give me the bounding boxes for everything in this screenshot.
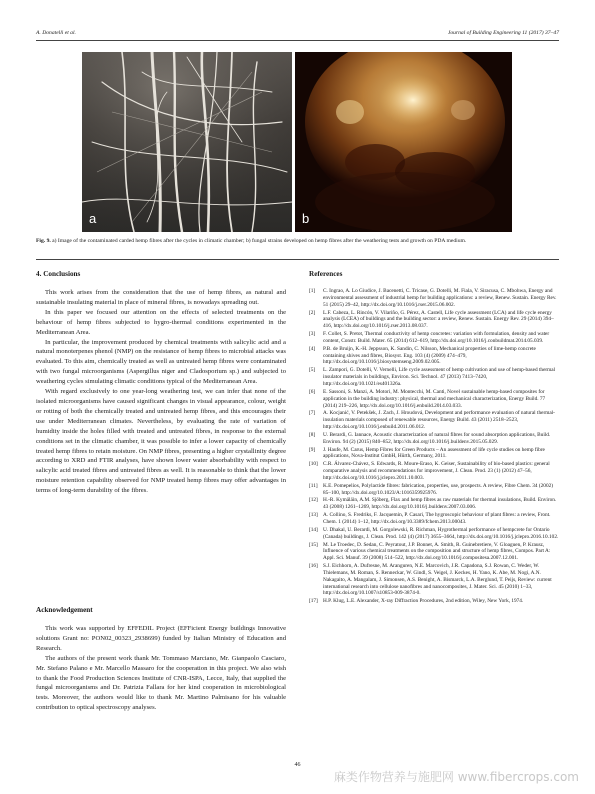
page-number: 46 <box>294 762 301 768</box>
reference-item <box>309 346 559 367</box>
reference-item <box>309 512 559 526</box>
reference-number: [11] <box>309 482 318 489</box>
reference-text: E. Sassoni, S. Manzi, A. Motori, M. Montecchi, M. Canti, Novel sustainable hemp-based composites for application in the building industry: physical, thermal and mechanical characterization, Energy Build. 77 (2014) 219–226, http://dx.doi.org/10.1016/j.enbuild.2014.03.033. <box>323 388 546 409</box>
reference-number: [5] <box>309 367 316 374</box>
section-heading-conclusions: 4. Conclusions <box>36 270 81 278</box>
panel-b-label: b <box>302 211 310 226</box>
acknowledgement-paragraph: The authors of the present work thank Mr. Tommaso Marciano, Mr. Gianpaolo Casciaro, Mr. Stefano Palano e Mr. Marcello Massaro for the cooperation in this project. We also wish to thank the Food Production Sciences Institute of CNR-ISPA, Lecce, Italy, that supplied the fungal microorganisms and Dr. Patrizia Fallara for her kind cooperation in microbiological tests. Moreover, the authors would like to thank Mr. Martino Palmisano for his valuable contribution to optical spectroscopy analyses. <box>36 654 286 712</box>
reference-text: J. Haufe, M. Carus, Hemp Fibres for Green Products – An assessment of life cycle studies on hemp fibre applications, Nova-Institut GmbH, Hürth, Germany, 2011. <box>323 446 545 460</box>
reference-number: [2] <box>309 309 316 316</box>
fungal-colony-illustration <box>295 52 512 232</box>
panel-a-label: a <box>89 211 97 226</box>
figure-caption-text: a) Image of the contaminated carded hemp fibres after the cycles in climatic chamber; b) fungal strains developed on hemp fibres after the weathering tests and growth on PDA medium. <box>50 238 467 244</box>
reference-text: C. Ingrao, A. Lo Giudice, J. Bacenetti, C. Tricase, G. Dotelli, M. Fiala, V. Siracusa, C. Mbohwa, Energy and environmental assessment of industrial hemp for building applications: a review, Renew. Sustain. Energy Rev. 51 (2015) 29–42, http://dx.doi.org/10.1016/j.rser.2015.06.002. <box>323 288 557 308</box>
reference-text: C.R. Álvarez-Chávez, S. Edwards, R. Moure-Eraso, K. Geiser, Sustainability of bio-based plastics: general comparative analysis and recommendations for improvement, J. Clean. Prod. 23 (1) (2012) 47–56, http://dx.doi.org/10.1016/j.jclepro.2011.10.003. <box>323 461 550 481</box>
reference-text: U. Berardi, G. Iannace, Acoustic characterization of natural fibres for sound absorption applications, Build. Environ. 94 (2) (2015) 840–852, http://dx.doi.org/10.1016/j.buildenv.2015.05.029. <box>323 431 551 445</box>
reference-number: [9] <box>309 446 316 453</box>
running-header-authors: A. Donatelli et al. <box>36 30 76 36</box>
reference-text: L.F. Cabeza, L. Rincón, V. Vilariño, G. Pérez, A. Castell, Life cycle assessment (LCA) and life cycle energy analysis (LCEA) of buildings and the building sector: a review, Renew. Sustain. Energy Rev. 29 (2014) 394–416, http://dx.doi.org/10.1016/j.rser.2013.08.037. <box>323 309 554 330</box>
reference-number: [10] <box>309 461 318 468</box>
reference-item <box>309 288 559 309</box>
figure-caption <box>36 238 559 245</box>
reference-item <box>309 410 559 431</box>
reference-number: [16] <box>309 563 318 570</box>
section-heading-references: References <box>309 270 343 278</box>
reference-list <box>309 288 559 606</box>
hemp-fibres-illustration <box>82 52 292 232</box>
reference-item <box>309 389 559 410</box>
reference-text: S.J. Eichhorn, A. Dufresne, M. Aranguren, N.E. Marcovich, J.R. Capadona, S.J. Rowan, C. Weder, W. Thielemans, M. Roman, S. Renneckar, W. Gindl, S. Veigel, J. Keckes, H. Yano, K. Abe, M. Nogi, A.N. Nakagaito, A. Mangalam, J. Simonsen, A.S. Benight, A. Bismarck, L.A. Berglund, T. Peijs, Review: current international research into cellulose nanofibres and nanocomposites, J. Mater. Sci. 45 (2010) 1–33, http://dx.doi.org/10.1007/s10853-009-3874-0. <box>323 563 552 597</box>
reference-number: [15] <box>309 541 318 548</box>
reference-number: [3] <box>309 331 316 338</box>
reference-number: [13] <box>309 512 318 519</box>
figure-9 <box>82 52 512 232</box>
reference-text: H.P. Klug, L.E. Alexander, X-ray Diffraction Procedures, 2nd edition, Wiley, New York, 1974. <box>323 598 524 605</box>
reference-text: A. Kocjanić, V. Petekšek, J. Zach, J. Hroudová, Development and performance evaluation of natural thermal-insulation materials composed of renewable resources, Energy Build. 43 (2011) 2518–2523, http://dx.doi.org/10.1016/j.enbuild.2011.06.012. <box>323 410 555 431</box>
reference-item <box>309 598 559 605</box>
acknowledgement-paragraph: This work was supported by EFFEDIL Project (EFFicient Energy buildings Innovative solutions Grant no: PON02_00323_2938699) funded by Italian Ministry of Education and Research. <box>36 625 286 652</box>
header-rule <box>36 40 559 41</box>
reference-item <box>309 432 559 446</box>
watermark: 麻类作物营养与施肥网 www.fibercrops.com <box>333 770 579 784</box>
reference-text: H.-R. Kymäläin, A.M. Sjöberg, Flax and hemp fibres as raw materials for thermal insulations, Build. Environ. 43 (2008) 1261–1269, http://dx.doi.org/10.1016/j.buildenv.2007.03.006. <box>323 497 557 511</box>
reference-number: [4] <box>309 345 316 352</box>
caption-rule <box>36 259 559 260</box>
reference-item <box>309 461 559 482</box>
reference-item <box>309 331 559 345</box>
reference-item <box>309 497 559 511</box>
section-heading-acknowledgement: Acknowledgement <box>36 606 93 614</box>
reference-text: M. Le Troedec, D. Sedan, C. Peyratout, J.P. Bonnet, A. Smith, R. Guinebretiere, V. Gloaguen, P. Krausz, Influence of various chemical treatments on the composition and structure of hemp fibres, Compos. Part A: Appl. Sci. Manuf. 39 (2008) 514–522, http://dx.doi.org/10.1016/j.compositesa.2007.12.001. <box>323 541 551 562</box>
reference-text: U. Dhakal, U. Berardi, M. Gorgolewski, R. Richman, Hygrothermal performance of hempcrete for Ontario (Canada) buildings, J. Clean. Prod. 142 (4) (2017) 3655–3664, http://dx.doi.org/10.1016/j.jclepro.2016.10.102. <box>323 526 559 540</box>
running-header-journal: Journal of Building Engineering 11 (2017) 37–47 <box>447 30 559 36</box>
figure-caption-label: Fig. 9. <box>36 238 51 244</box>
reference-text: L. Zampori, G. Dotelli, V. Vernelli, Life cycle assessment of hemp cultivation and use of hemp-based thermal insulator materials in buildings, Environ. Sci. Technol. 47 (2013) 7413–7420, http://dx.doi.org/10.1021/es401326a. <box>323 367 556 387</box>
reference-text: F. Collet, S. Pretot, Thermal conductivity of hemp concretes: variation with formulation, density and water content, Constr. Build. Mater. 65 (2014) 612–619, http://dx.doi.org/10.1016/j.conbuildmat.2014.05.039. <box>323 331 550 344</box>
figure-panel-a-hemp-fibres-image <box>82 52 292 232</box>
conclusions-paragraph: In this paper we focused our attention on the effects of selected treatments on the behaviour of hemp fibres subjected to hygro-thermal conditions experimented in the Mediterranean Area. <box>36 308 286 336</box>
reference-number: [14] <box>309 526 318 533</box>
reference-item <box>309 563 559 597</box>
reference-text: P.B. de Bruijn, K.-H. Jeppsson, K. Sandin, C. Nilsson, Mechanical properties of lime-hemp concrete containing shives and fibres, Biosyst. Eng. 103 (4) (2009) 474–479, http://dx.doi.org/10.1016/j.biosystemseng.2009.02.005. <box>323 345 536 366</box>
reference-text: K.E. Pomepelios, Polylactide fibres: fabrication, properties, use, prospects. A review, Fibre Chem. 34 (2002) 85–100, http://dx.doi.org/10.1023/A:1016359925976. <box>323 482 554 496</box>
reference-item <box>309 447 559 461</box>
reference-number: [1] <box>309 288 316 294</box>
figure-panel-b-fungal-strains-image <box>295 52 512 232</box>
conclusions-paragraph: This work arises from the consideration that the use of hemp fibres, as natural and sustainable insulating material in place of mineral fibres, is nowadays spreading out. <box>36 289 286 306</box>
reference-number: [6] <box>309 388 316 395</box>
reference-item <box>309 310 559 331</box>
reference-text: A. Collino, S. Fredriks, F. Jacquemin, P. Casari, The hygroscopic behaviour of plant fibres: a review, Front. Chem. 1 (2014) 1–12, http://dx.doi.org/10.3389/fchem.2013.00043. <box>323 512 551 525</box>
reference-number: [8] <box>309 431 316 438</box>
conclusions-paragraph: With regard exclusively to one year-long weathering test, we can infer that none of the isolated microorganisms have caused significant changes in visual appearance, colour, weight or rotting of both the chemically treated and untreated hemp fibres, and this encourages their use under Mediterranean climates. Nevertheless, by evaluating the rate of variation of humidity inside the holes filled with treated and untreated fibres, in response to the external conditions set in the climatic chamber, it was possible to infer a lower capacity of chemically treated hemp fibres to retain moisture. On NMP fibres, presenting a higher crystallinity degree according to XRD and FTIR analyses, have shown lower water absorbability with respect to salicylic acid treated fibres and untreated fibres as well. It is reasonable to think that the lower moisture retention capability observed for NMP treated hemp fibres may offer advantages in terms of long-term durability of the fibres. <box>36 388 286 495</box>
reference-number: [17] <box>309 598 318 605</box>
reference-item <box>309 542 559 563</box>
conclusions-body <box>36 288 286 496</box>
reference-item <box>309 367 559 388</box>
reference-number: [7] <box>309 410 316 417</box>
reference-item <box>309 527 559 541</box>
reference-item <box>309 483 559 497</box>
reference-number: [12] <box>309 497 318 504</box>
acknowledgement-body <box>36 624 286 713</box>
conclusions-paragraph: In particular, the improvement produced by chemical treatments with salicylic acid and a natural monoterpenes phenol (NMP) on the resistance of hemp fibres to microbial attacks was evaluated. To this aim, chemically treated as well as untreated hemp fibres were contaminated with two fungal microorganisms (Aspergillus niger and Cladosporium sp.) and subjected to weathering cycles simulating climatic conditions typical of the Mediterranean Area. <box>36 338 286 386</box>
